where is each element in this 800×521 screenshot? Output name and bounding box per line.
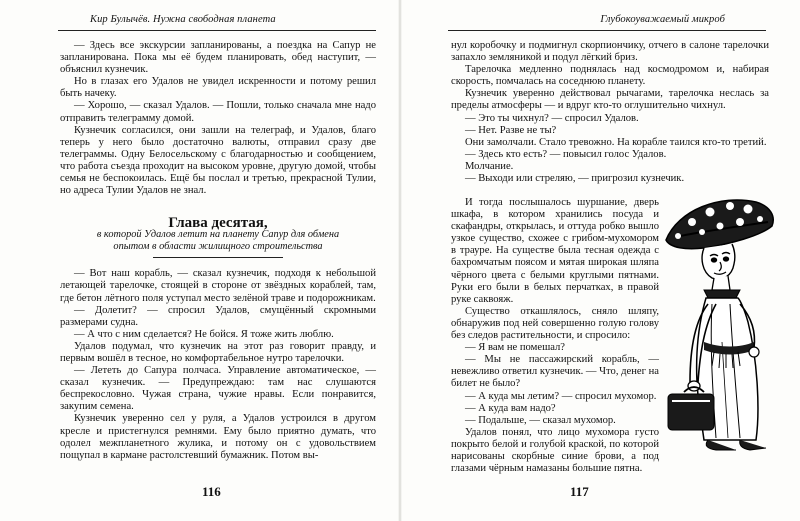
paragraph: нул коробочку и подмигнул скорпиончику, отчего в салоне тарелочки запахло земляникой и подул лёгкий бриз. bbox=[451, 40, 769, 64]
paragraph: — Выходи или стреляю, — пригрозил кузнечик. bbox=[465, 173, 685, 185]
chapter-title: Глава десятая, bbox=[168, 215, 268, 232]
right-header-rule bbox=[448, 30, 766, 31]
chapter-heading bbox=[60, 217, 376, 258]
paragraph: — Подальше, — сказал мухомор. bbox=[465, 414, 616, 426]
left-page-text bbox=[60, 40, 376, 462]
right-running-head: Глубокоуважаемый микроб bbox=[600, 14, 725, 25]
paragraph: — Здесь все экскурсии запланированы, а поездка на Сапур не запланирована. Пока мы её будем планировать, обед наступит, — объяснил кузнечик. bbox=[60, 40, 376, 76]
mushroom-creature-illustration bbox=[660, 192, 778, 456]
paragraph: — Мы не пассажирский корабль, — невежливо ответил кузнечик. — Что, денег на билет не было? bbox=[451, 354, 659, 390]
left-header-rule bbox=[58, 30, 376, 31]
paragraph: — Вот наш корабль, — сказал кузнечик, подходя к небольшой летающей тарелочке, стоящей в стороне от звёздных кораблей, там, где бетон лётного поля уступал место зелёной траве и подорожникам. bbox=[60, 268, 376, 304]
paragraph: — Нет. Разве не ты? bbox=[465, 124, 557, 136]
paragraph: — А куда вам надо? bbox=[465, 402, 556, 414]
right-page-text bbox=[451, 40, 769, 185]
paragraph: — Здесь кто есть? — повысил голос Удалов. bbox=[465, 148, 667, 160]
left-page-number: 116 bbox=[202, 484, 221, 499]
paragraph: Кузнечик согласился, они зашли на телеграф, и Удалов, благо теперь у него было достаточно валюты, отправил сразу две телеграммы. Одну Белосельскому с благодарностью и сообщением, что работа съезда проходит на высоком уровне, другую домой, чтобы семья не беспокоилась. Ещё бы послал и третью, прекрасной Тулии, но адреса Тулии Удалов не знал. bbox=[60, 124, 376, 197]
paragraph: — Я вам не помешал? bbox=[465, 342, 566, 354]
paragraph: Кузнечик уверенно действовал рычагами, тарелочка неслась за пределы атмосферы — и вдруг кто-то оглушительно чихнул. bbox=[451, 88, 769, 112]
chapter-spacer bbox=[60, 197, 376, 211]
paragraph: Удалов понял, что лицо мухомора густо покрыто белой и голубой краской, по которой нарисованы скорбные синие брови, а под глазами чёрным намазаны большие пятна. bbox=[451, 426, 659, 475]
right-page bbox=[400, 0, 800, 521]
paragraph: Молчание. bbox=[465, 160, 514, 172]
paragraph: — Хорошо, — сказал Удалов. — Пошли, только сначала мне надо отправить телеграмму домой. bbox=[60, 100, 376, 124]
right-page-narrow-column bbox=[451, 197, 659, 475]
paragraph: — Лететь до Сапура полчаса. Управление автоматическое, — сказал кузнечик. — Предупреждаю: там нас слушаются беспрекословно. Чужая страна, чужие нравы. Если понравится, закупим семена. bbox=[60, 365, 376, 413]
left-running-head: Кир Булычёв. Нужна свободная планета bbox=[90, 14, 276, 25]
paragraph: Но в глазах его Удалов не увидел искренности и потому решил быть начеку. bbox=[60, 76, 376, 100]
paragraph: Существо откашлялось, сняло шляпу, обнаружив под ней совершенно голую голову без следов растительности, и спросило: bbox=[451, 305, 659, 342]
paragraph: — Это ты чихнул? — спросил Удалов. bbox=[465, 112, 639, 124]
chapter-subtitle: в которой Удалов летит на планету Сапур для обмена опытом в области жилищного строительства bbox=[96, 229, 340, 253]
paragraph: Тарелочка медленно поднялась над космодромом и, набирая скорость, помчалась на соседнюю планету. bbox=[451, 64, 769, 88]
paragraph: — А что с ним сделается? Не бойся. Я тоже жить люблю. bbox=[74, 328, 334, 340]
chapter-rule bbox=[153, 257, 283, 258]
paragraph: Они замолчали. Стало тревожно. На корабле таился кто-то третий. bbox=[465, 136, 767, 148]
right-page-number: 117 bbox=[570, 484, 589, 499]
paragraph: — Долетит? — спросил Удалов, смущённый скромными размерами судна. bbox=[60, 304, 376, 328]
paragraph: — А куда мы летим? — спросил мухомор. bbox=[465, 390, 657, 402]
paragraph: Кузнечик уверенно сел у руля, а Удалов устроился в другом кресле и пристегнулся ремнями. Ему было приятно думать, что одолел межпланетного жулика, и потому он с удовольствием пощупал в кармане растолстевший бумажник. Потом вы- bbox=[60, 413, 376, 461]
paragraph: И тогда послышалось шуршание, дверь шкафа, в котором хранились посуда и скафандры, открылась, и оттуда робко вышло узкое существо, схожее с грибом-мухомором в трауре. На существе была тесная одежда с бахромчатым поясом и мятая широкая шляпа чёрного цвета с белыми круглыми пятнами. Руки его были в белых перчатках, в правой руке саквояж. bbox=[451, 197, 659, 305]
paragraph: Удалов подумал, что кузнечик на этот раз говорит правду, и первым вошёл в тесное, но комфортабельное нутро тарелочки. bbox=[60, 340, 376, 364]
